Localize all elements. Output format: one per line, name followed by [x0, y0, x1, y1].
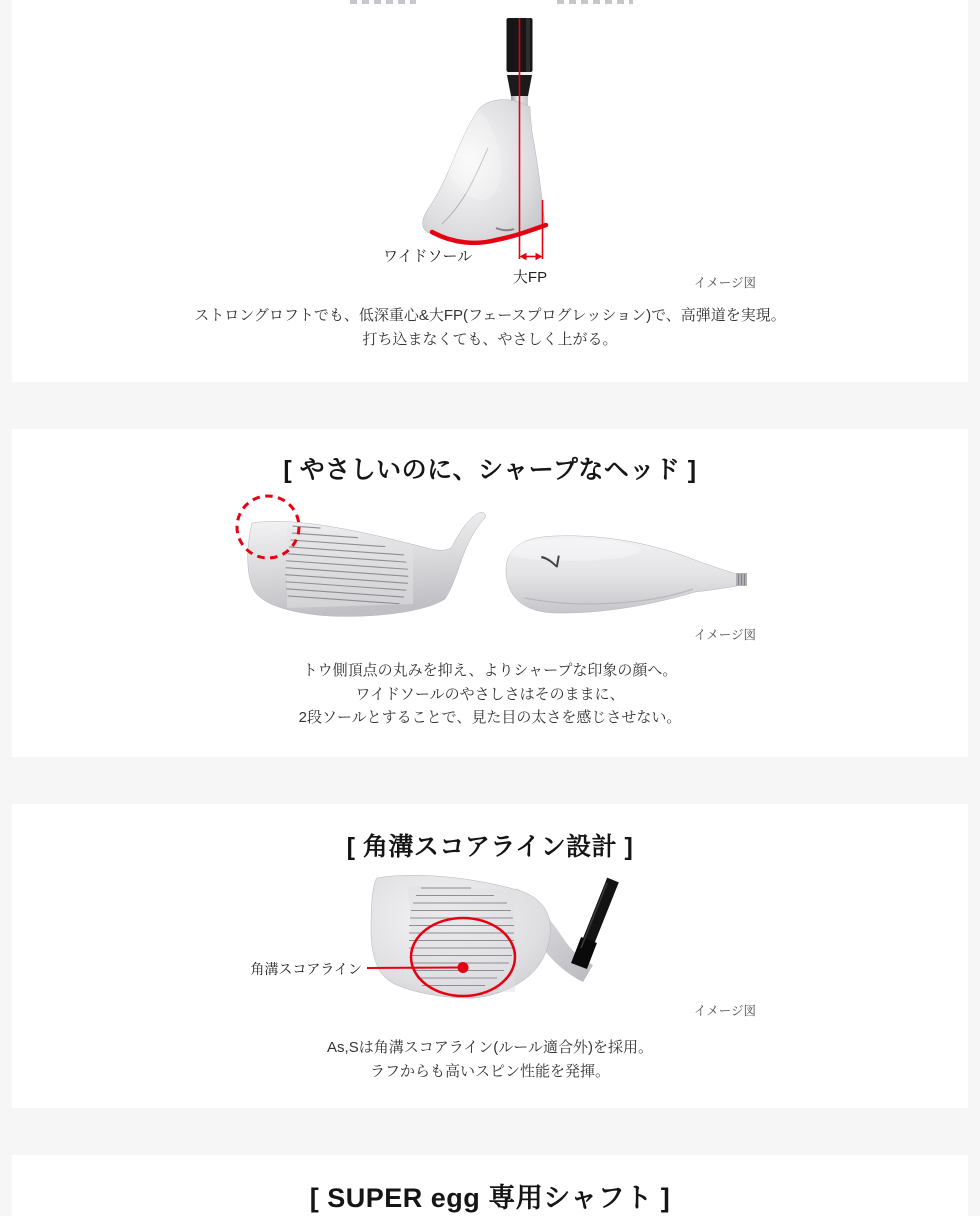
sharp-head-heading: [ やさしいのに、シャープなヘッド ] — [283, 456, 697, 484]
iron-heads-figure — [225, 492, 750, 632]
groove-line2: ラフからも高いスピン性能を発揮。 — [369, 1062, 610, 1080]
loft-description-line1: ストロングロフトでも、低深重心&大FP(フェースプログレッション)で、高弾道を実現。 — [194, 307, 786, 324]
sharp-head-line2: ワイドソールのやさしさはそのままに、 — [355, 685, 625, 703]
groove-label: 角溝スコアライン — [250, 961, 362, 977]
image-diagram-caption: イメージ図 — [693, 1004, 757, 1018]
sharp-head-line1: トウ側頂点の丸みを抑え、よりシャープな印象の顔へ。 — [302, 662, 678, 679]
loft-description-line2: 打ち込まなくても、やさしく上がる。 — [362, 330, 618, 348]
iron-head-side — [423, 92, 545, 244]
image-diagram-caption: イメージ図 — [693, 276, 757, 290]
section-shaft-card — [12, 1155, 968, 1216]
iron-side-view-figure — [370, 0, 660, 265]
shaft-heading: [ SUPER egg 専用シャフト ] — [309, 1183, 671, 1213]
club-number-marking: 7 — [533, 550, 567, 570]
section-loft-card — [12, 0, 968, 382]
groove-description — [12, 1036, 968, 1083]
fp-label: 大FP — [512, 269, 548, 286]
iron-face-view — [248, 512, 486, 616]
iron-sole-view — [500, 536, 747, 613]
section-sharp-head-card — [12, 429, 968, 757]
wide-sole-label: ワイドソール — [383, 248, 473, 265]
sharp-head-description — [12, 659, 968, 730]
wedge-face-figure — [245, 870, 665, 1002]
groove-heading: [ 角溝スコアライン設計 ] — [346, 833, 634, 861]
image-diagram-caption: イメージ図 — [693, 628, 757, 642]
section-groove-card — [12, 804, 968, 1108]
wedge-head-face — [371, 875, 550, 998]
loft-description — [12, 304, 968, 351]
sharp-head-line3: 2段ソールとすることで、見た目の太さを感じさせない。 — [298, 709, 682, 726]
groove-line1: As,Sは角溝スコアライン(ルール適合外)を採用。 — [327, 1039, 653, 1056]
